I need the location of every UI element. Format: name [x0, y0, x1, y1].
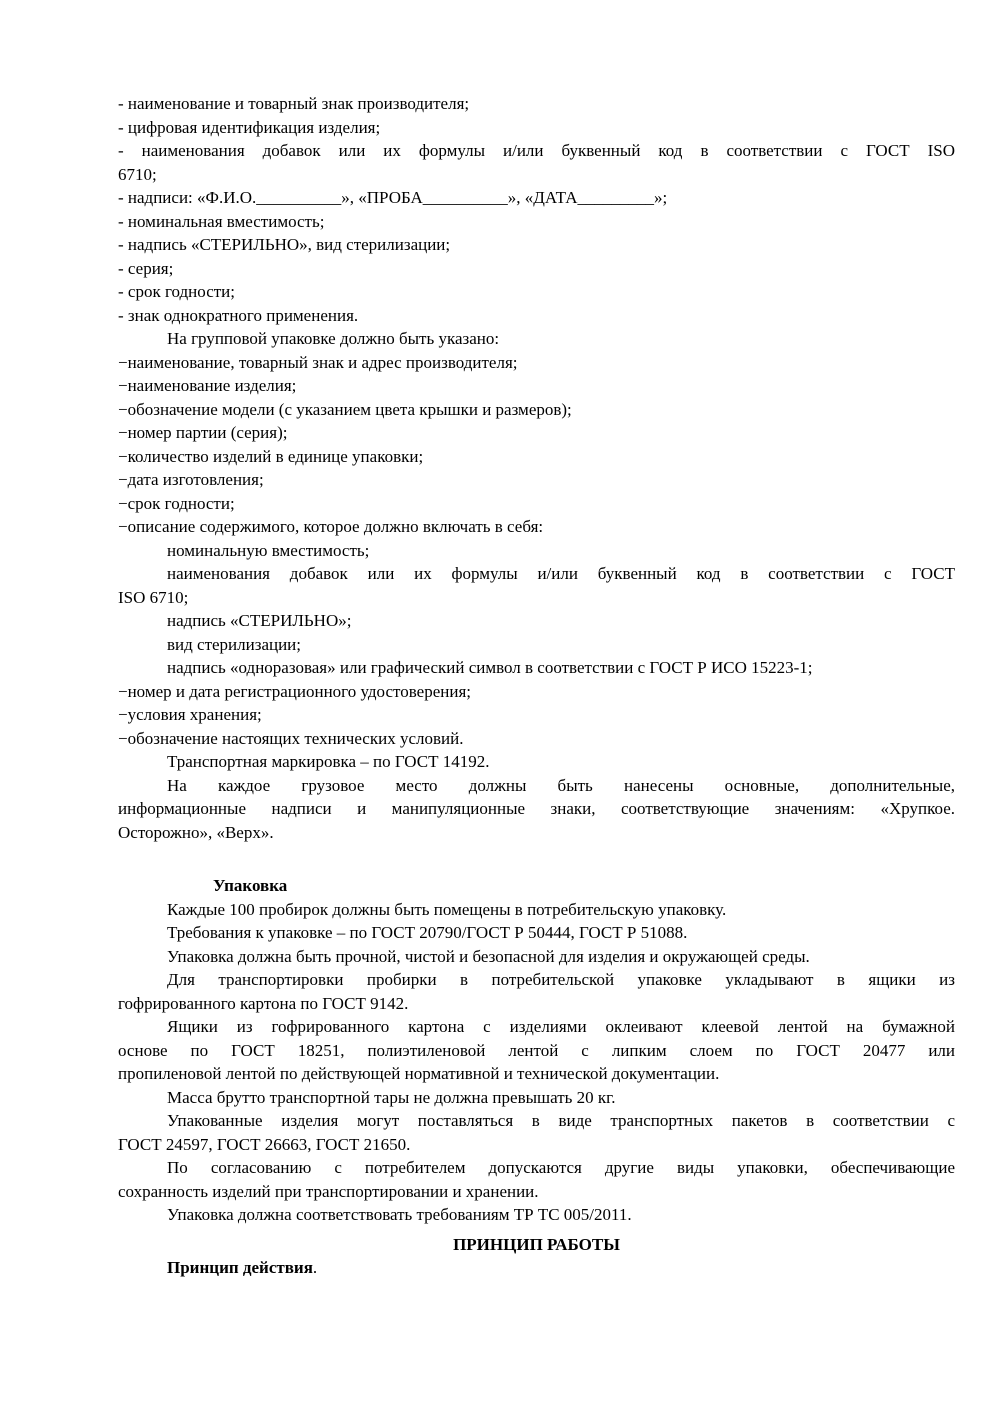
doc-line: −номер и дата регистрационного удостоверения; — [118, 681, 471, 701]
doc-line: Ящики из гофрированного картона с изделиями оклеивают клеевой лентой на бумажной — [167, 1017, 955, 1036]
principle-section — [118, 1233, 955, 1280]
principle-lead — [118, 1256, 955, 1280]
doc-line: 6710; — [118, 164, 157, 184]
doc-line: - наименования добавок или их формулы и/или буквенный код в соответствии с ГОСТ ISO — [118, 141, 955, 160]
doc-line: - цифровая идентификация изделия; — [118, 117, 381, 137]
doc-line: основе по ГОСТ 18251, полиэтиленовой лентой с липким слоем по ГОСТ 20477 или — [118, 1040, 955, 1060]
doc-line: Упакованные изделия могут поставляться в виде транспортных пакетов в соответствии с — [167, 1111, 955, 1130]
marking-section — [118, 92, 955, 844]
doc-line: - знак однократного применения. — [118, 305, 359, 325]
packaging-heading: Упаковка — [213, 876, 288, 895]
doc-line: надпись «одноразовая» или графический символ в соответствии с ГОСТ Р ИСО 15223-1; — [167, 658, 813, 677]
doc-line: пропиленовой лентой по действующей нормативной и технической документации. — [118, 1064, 720, 1083]
doc-line: −обозначение настоящих технических условий. — [118, 728, 464, 748]
doc-line: −срок годности; — [118, 493, 235, 513]
doc-line: - срок годности; — [118, 282, 235, 301]
doc-line: На групповой упаковке должно быть указано: — [167, 329, 500, 348]
doc-line: гофрированного картона по ГОСТ 9142. — [118, 993, 409, 1013]
doc-line: - серия; — [118, 258, 174, 278]
doc-line: - наименование и товарный знак производителя; — [118, 94, 470, 113]
doc-line: - надписи: «Ф.И.О.__________», «ПРОБА__________», «ДАТА_________»; — [118, 188, 668, 207]
doc-line: - номинальная вместимость; — [118, 211, 325, 231]
doc-line: −обозначение модели (с указанием цвета крышки и размеров); — [118, 399, 572, 419]
doc-line: Упаковка должна соответствовать требованиям ТР ТС 005/2011. — [167, 1205, 632, 1224]
doc-line: На каждое грузовое место должны быть нанесены основные, дополнительные, — [167, 775, 955, 795]
doc-line: Для транспортировки пробирки в потребительской упаковке укладывают в ящики из — [167, 970, 955, 989]
doc-line: Упаковка должна быть прочной, чистой и безопасной для изделия и окружающей среды. — [167, 946, 810, 966]
doc-line: −описание содержимого, которое должно включать в себя: — [118, 517, 544, 536]
doc-line: ГОСТ 24597, ГОСТ 26663, ГОСТ 21650. — [118, 1134, 411, 1154]
doc-line: −наименование изделия; — [118, 376, 297, 395]
doc-line: вид стерилизации; — [167, 634, 301, 654]
doc-line: ISO 6710; — [118, 587, 189, 607]
doc-line: Требования к упаковке – по ГОСТ 20790/ГОСТ Р 50444, ГОСТ Р 51088. — [167, 923, 688, 942]
doc-line: −дата изготовления; — [118, 470, 264, 489]
doc-line: −наименование, товарный знак и адрес производителя; — [118, 352, 518, 372]
doc-line: −условия хранения; — [118, 705, 262, 724]
doc-line: номинальную вместимость; — [167, 540, 370, 560]
doc-line: Осторожно», «Верх». — [118, 822, 274, 842]
principle-heading: ПРИНЦИП РАБОТЫ — [453, 1234, 620, 1254]
doc-line: информационные надписи и манипуляционные знаки, соответствующие значениям: «Хрупкое. — [118, 799, 955, 818]
doc-line: Каждые 100 пробирок должны быть помещены в потребительскую упаковку. — [167, 899, 727, 919]
doc-line: надпись «СТЕРИЛЬНО»; — [167, 611, 352, 630]
doc-line: Масса брутто транспортной тары не должна превышать 20 кг. — [167, 1087, 616, 1107]
doc-line: Транспортная маркировка – по ГОСТ 14192. — [167, 752, 490, 771]
doc-line: −номер партии (серия); — [118, 423, 288, 442]
principle-lead-period: . — [312, 1258, 318, 1277]
doc-line: сохранность изделий при транспортировании и хранении. — [118, 1181, 539, 1201]
packaging-section — [118, 874, 955, 1227]
doc-line: По согласованию с потребителем допускаются другие виды упаковки, обеспечивающие — [167, 1158, 955, 1177]
doc-line: наименования добавок или их формулы и/или буквенный код в соответствии с ГОСТ — [167, 564, 955, 583]
doc-line: −количество изделий в единице упаковки; — [118, 446, 424, 466]
principle-lead-text: Принцип действия — [167, 1258, 313, 1277]
doc-line: - надпись «СТЕРИЛЬНО», вид стерилизации; — [118, 235, 451, 254]
